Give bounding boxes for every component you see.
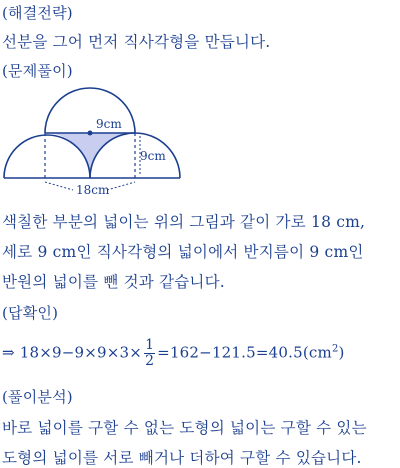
analysis-line-1: 바로 넓이를 구할 수 없는 도형의 넓이는 구할 수 있는 [2, 419, 367, 437]
solution-title: (문제풀이) [2, 62, 73, 80]
label-side: 9cm [140, 149, 166, 163]
solution-line-3: 반원의 넓이를 뺀 것과 같습니다. [2, 273, 225, 291]
bottom-measure-left [45, 182, 73, 190]
fraction-numerator: 1 [145, 337, 155, 353]
center-dot [88, 131, 93, 136]
label-bottom: 18cm [76, 183, 110, 196]
bottom-measure-right [107, 182, 135, 190]
analysis-title: (풀이분석) [2, 388, 73, 406]
fraction-denominator: 2 [145, 353, 155, 369]
label-top: 9cm [96, 117, 122, 131]
formula-left: 18×9−9×9×3× [19, 343, 143, 362]
solution-line-2: 세로 9 cm인 직사각형의 넓이에서 반지름이 9 cm인 [2, 243, 364, 261]
strategy-title: (해결전략) [2, 4, 73, 22]
check-title: (답확인) [2, 304, 59, 322]
formula-fraction [144, 338, 155, 369]
strategy-text: 선분을 그어 먼저 직사각형을 만듭니다. [2, 33, 271, 51]
formula-right: =162−121.5=40.5(cm [157, 343, 332, 362]
geometry-figure [0, 86, 400, 196]
formula-line [2, 338, 345, 369]
formula-close: ) [338, 343, 345, 362]
solution-line-1: 색칠한 부분의 넓이는 위의 그림과 같이 가로 18 cm, [2, 213, 366, 231]
formula-superscript: 2 [331, 343, 339, 355]
analysis-line-2: 도형의 넓이를 서로 빼거나 더하여 구할 수 있습니다. [2, 449, 362, 467]
formula-arrow: ⇒ [2, 343, 15, 362]
